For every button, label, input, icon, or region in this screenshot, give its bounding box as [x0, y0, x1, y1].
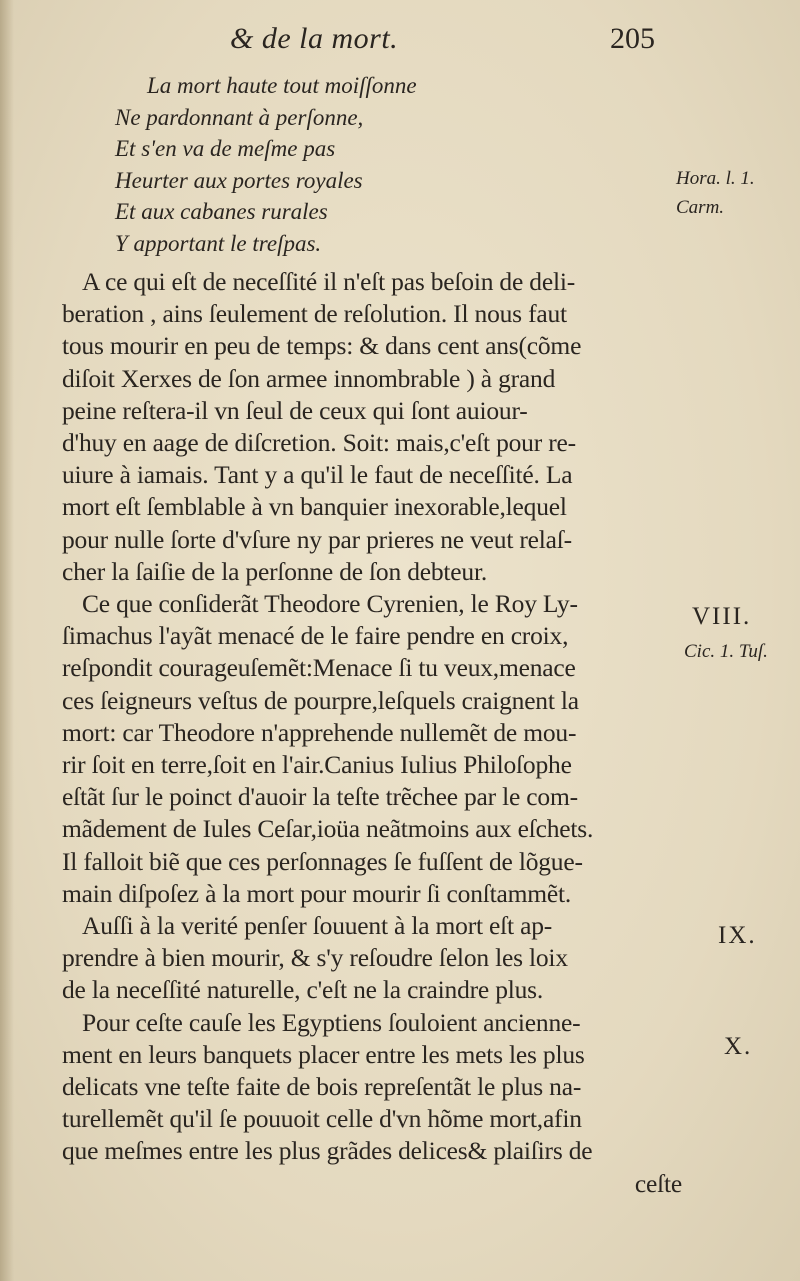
text-line: tous mourir en peu de temps: & dans cent ans(cõme	[62, 331, 582, 361]
margin-note-x: X.	[724, 1033, 753, 1060]
verse-line: La mort haute tout moiſſonne	[147, 73, 417, 98]
verse-line: Heurter aux portes royales	[115, 167, 363, 193]
text-line: que meſmes entre les plus grãdes delices& plaiſirs de	[62, 1136, 593, 1166]
text-line: Auſſi à la verité penſer ſouuent à la mort eſt ap-	[82, 911, 553, 941]
text-line: peine reſtera-il vn ſeul de ceux qui ſont auiour-	[62, 395, 528, 425]
text-line: ces ſeigneurs veſtus de pourpre,leſquels craignent la	[62, 685, 579, 715]
text-line: mãdement de Iules Ceſar,ioüa neãtmoins aux eſchets.	[62, 814, 594, 844]
text-line: pour nulle ſorte d'vſure ny par prieres ne veut relaſ-	[62, 524, 572, 554]
text-line: rir ſoit en terre,ſoit en l'air.Canius Iulius Philoſophe	[62, 750, 572, 780]
running-head: & de la mort.	[230, 22, 399, 55]
margin-note-viii: VIII.	[692, 603, 752, 630]
verse-line: Ne pardonnant à perſonne,	[115, 104, 364, 130]
gutter-shadow	[0, 0, 14, 1281]
text-line: reſpondit courageuſemẽt:Menace ſi tu veux,menace	[62, 653, 576, 683]
text-line: main diſpoſez à la mort pour mourir ſi conſtammẽt.	[62, 878, 572, 908]
text-line: mort: car Theodore n'apprehende nullemẽt de mou-	[62, 717, 577, 747]
text-line: beration , ains ſeulement de reſolution. Il nous faut	[62, 299, 567, 329]
text-line: diſoit Xerxes de ſon armee innombrable ) à grand	[62, 363, 556, 393]
text-line: Ce que conſiderãt Theodore Cyrenien, le Roy Ly-	[82, 589, 578, 619]
text-line: delicats vne teſte faite de bois repreſentãt le plus na-	[62, 1072, 582, 1102]
verse-block	[115, 70, 495, 259]
margin-note-cic: Cic. 1. Tuſ.	[684, 641, 768, 662]
text-line: ment en leurs banquets placer entre les mets les plus	[62, 1039, 585, 1069]
text-line: prendre à bien mourir, & s'y reſoudre ſelon les loix	[62, 943, 568, 973]
page-number: 205	[610, 22, 655, 55]
text-line: A ce qui eſt de neceſſité il n'eſt pas beſoin de deli-	[82, 267, 575, 296]
text-line: cher la ſaiſie de la perſonne de ſon debteur.	[62, 556, 488, 586]
text-line: de la neceſſité naturelle, c'eſt ne la craindre plus.	[62, 975, 544, 1005]
margin-note-carm: Carm.	[676, 197, 725, 218]
text-line: ſimachus l'ayãt menacé de le faire pendre en croix,	[62, 621, 569, 651]
text-line: Il falloit biẽ que ces perſonnages ſe fuſſent de lõgue-	[62, 846, 583, 876]
text-line: turellemẽt qu'il ſe pouuoit celle d'vn hõme mort,afin	[62, 1104, 582, 1134]
margin-note-ix: IX.	[718, 922, 757, 949]
text-line: mort eſt ſemblable à vn banquier inexorable,lequel	[62, 492, 567, 522]
verse-line: Y apportant le treſpas.	[115, 230, 322, 256]
verse-line: Et aux cabanes rurales	[115, 199, 328, 224]
catchword: ceſte	[634, 1168, 682, 1198]
text-line: eſtãt ſur le poinct d'auoir la teſte trẽchee par le com-	[62, 782, 578, 812]
verse-line: Et s'en va de meſme pas	[115, 136, 336, 161]
text-line: uiure à iamais. Tant y a qu'il le faut de neceſſité. La	[62, 460, 573, 490]
margin-note-hora: Hora. l. 1.	[676, 168, 755, 189]
text-line: Pour ceſte cauſe les Egyptiens ſouloient ancienne-	[82, 1007, 581, 1037]
body-text	[62, 266, 682, 1200]
text-line: d'huy en aage de diſcretion. Soit: mais,c'eſt pour re-	[62, 428, 576, 458]
